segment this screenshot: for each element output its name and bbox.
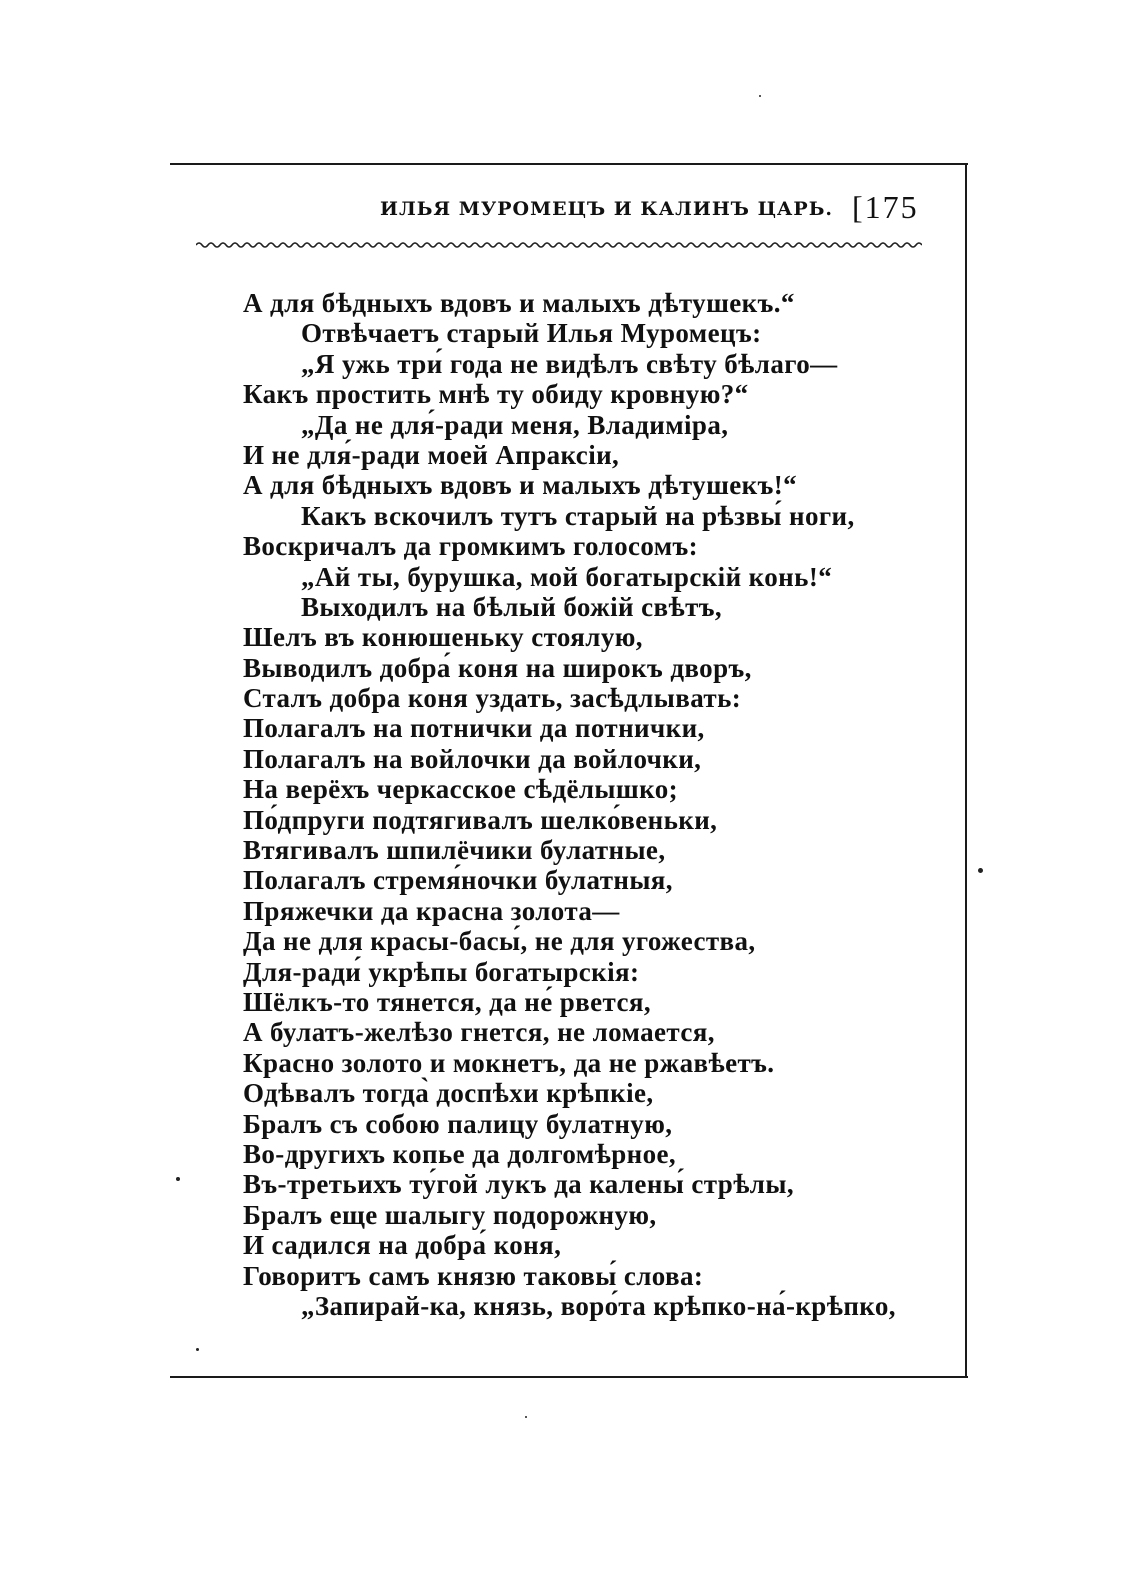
poem-line: Бралъ еще шалыгу подорожную, [243,1199,657,1230]
right-margin-rule [965,163,967,1378]
poem-line: Красно золото и мокнетъ, да не ржавѣетъ. [243,1047,775,1078]
poem-line: „Я ужь три́ года не видѣлъ свѣту бѣлаго— [301,348,838,379]
poem-line: Для-ради́ укрѣпы богатырскія: [243,956,640,987]
poem-line: Одѣвалъ тогда̀ доспѣхи крѣпкіе, [243,1078,654,1109]
poem-line: „Ай ты, бурушка, мой богатырскій конь!“ [301,561,833,592]
poem-line: Отвѣчаетъ старый Илья Муромецъ: [301,318,762,349]
print-speck [176,1177,180,1181]
poem-line: А булатъ-желѣзо гнется, не ломается, [243,1017,715,1048]
running-title: ИЛЬЯ МУРОМЕЦЪ И КАЛИНЪ ЦАРЬ. [380,198,833,220]
print-speck [759,95,761,97]
poem-line: Полагалъ стремя́ночки булатныя, [243,865,673,896]
poem-line: Какъ простить мнѣ ту обиду кровную?“ [243,379,749,410]
print-speck [525,1416,527,1418]
poem-line: И не для́-ради моей Апраксіи, [243,439,620,470]
poem-line: Втягивалъ шпилёчики булатные, [243,835,666,866]
poem-line: Полагалъ на войлочки да войлочки, [243,743,702,774]
top-rule [170,163,968,165]
poem-line: И садился на добра́ коня, [243,1230,562,1261]
poem-line: По́дпруги подтягивалъ шелко́веньки, [243,804,718,835]
poem-line: Шелъ въ конюшеньку стоялую, [243,622,643,653]
poem-line: Во-другихъ копье да долгомѣрное, [243,1138,677,1169]
poem-line: А для бѣдныхъ вдовъ и малыхъ дѣтушекъ!“ [243,470,798,501]
poem-line: Полагалъ на потнички да потнички, [243,713,705,744]
print-speck [978,868,983,873]
poem-line: Шёлкъ-то тянется, да не́ рвется, [243,986,652,1017]
poem-line: Да не для красы-басы́, не для угожества, [243,926,756,957]
poem-line: Воскричалъ да громкимъ голосомъ: [243,531,699,562]
poem-line: Какъ вскочилъ тутъ старый на рѣзвы́ ноги, [301,500,855,531]
poem-line: Говоритъ самъ князю таковы́ слова: [243,1260,704,1291]
poem-line: Въ-третьихъ ту́гой лукъ да калены́ стрѣлы, [243,1169,794,1200]
poem-line: На верёхъ черкасское сѣдёлышко; [243,774,678,805]
wavy-divider [196,238,922,252]
bottom-rule [170,1376,968,1378]
poem-line: „Запирай-ка, князь, воро́та крѣпко-на́-крѣпко, [301,1290,896,1321]
poem-line: Бралъ съ собою палицу булатную, [243,1108,673,1139]
page-number: [175 [852,189,919,225]
print-speck [196,1348,199,1351]
poem-line: „Да не для́-ради меня, Владиміра, [301,409,729,440]
poem-line: Сталъ добра коня уздать, засѣдлывать: [243,683,742,714]
poem-line: Пряжечки да красна золота— [243,895,620,926]
poem-text [243,288,896,1321]
poem-line: Выходилъ на бѣлый божій свѣтъ, [301,591,723,622]
poem-line: Выводилъ добра́ коня на широкъ дворъ, [243,652,752,683]
poem-line: А для бѣдныхъ вдовъ и малыхъ дѣтушекъ.“ [243,288,795,318]
